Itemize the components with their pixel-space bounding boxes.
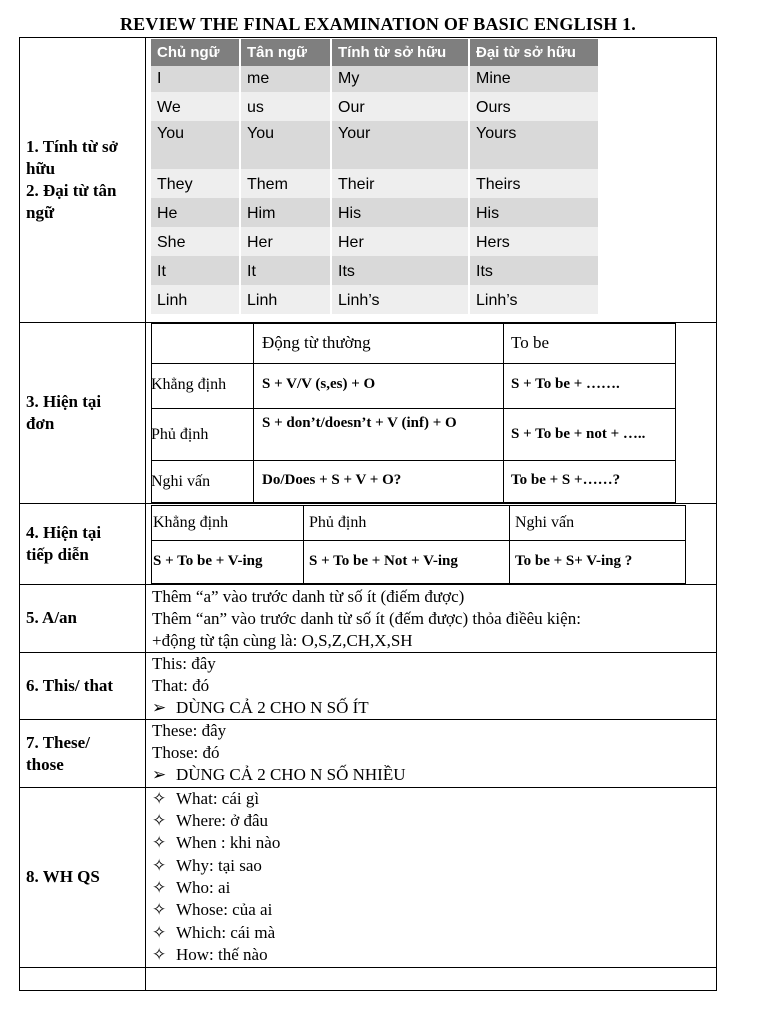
row-divider — [19, 719, 717, 720]
formula-negative-to-be: S + To be + not + ….. — [511, 426, 646, 442]
formula-continuous-affirmative: S + To be + V-ing — [153, 553, 263, 569]
these-definition: These: đây — [152, 721, 227, 740]
present-continuous-table — [151, 505, 686, 584]
pronoun-cell: Linh’s — [469, 285, 598, 314]
wh-item — [152, 899, 272, 921]
star-bullet-icon: ✧ — [152, 811, 167, 830]
this-definition: This: đây — [152, 654, 216, 673]
cell-divider — [509, 505, 510, 584]
section-label-a-an: 5. A/an — [26, 608, 78, 627]
row-divider — [19, 503, 717, 504]
label-line: ngữ — [26, 203, 55, 222]
a-an-rule-3: +động từ tận cùng là: O,S,Z,CH,X,SH — [152, 631, 413, 650]
label-line: 4. Hiện tại — [26, 523, 102, 542]
pronoun-cell: Your — [331, 121, 469, 169]
pronoun-cell: She — [151, 227, 240, 256]
pronoun-cell: Yours — [469, 121, 598, 169]
formula-question-verb: Do/Does + S + V + O? — [262, 472, 402, 488]
label-line: đơn — [26, 414, 55, 433]
formula-continuous-question: To be + S+ V-ing ? — [515, 553, 633, 569]
star-bullet-icon: ✧ — [152, 900, 167, 919]
wh-text: What: cái gì — [176, 789, 260, 808]
wh-text: Where: ở đâu — [176, 811, 269, 830]
header-possessive-pronoun: Đại từ sở hữu — [469, 39, 598, 66]
pronoun-row — [151, 66, 598, 92]
wh-item — [152, 877, 230, 899]
pronoun-cell: Mine — [469, 66, 598, 92]
col-header-to-be: To be — [511, 333, 549, 352]
row-divider — [19, 584, 717, 585]
pronoun-cell: Ours — [469, 92, 598, 121]
wh-item — [152, 922, 275, 944]
label-line: 7. These/ — [26, 733, 90, 752]
wh-item — [152, 832, 280, 854]
wh-text: Why: tại sao — [176, 856, 262, 875]
these-those-note — [152, 764, 406, 786]
pronoun-cell: Hers — [469, 227, 598, 256]
pronoun-row — [151, 121, 598, 169]
wh-item — [152, 944, 268, 966]
section-label-present-continuous — [26, 522, 101, 566]
this-that-note — [152, 697, 369, 719]
label-line: those — [26, 755, 64, 774]
arrow-bullet-icon: ➢ — [152, 765, 167, 784]
wh-text: Which: cái mà — [176, 923, 276, 942]
pronoun-cell: You — [240, 121, 331, 169]
pronoun-row — [151, 198, 598, 227]
pronoun-cell: me — [240, 66, 331, 92]
note-text: DÙNG CẢ 2 CHO N SỐ ÍT — [176, 698, 369, 717]
section-label-wh-questions: 8. WH QS — [26, 867, 100, 886]
pronoun-cell: I — [151, 66, 240, 92]
wh-item — [152, 855, 262, 877]
pronoun-cell: Theirs — [469, 169, 598, 198]
pronoun-cell: Her — [240, 227, 331, 256]
wh-text: Who: ai — [176, 878, 231, 897]
label-line: 2. Đại từ tân — [26, 181, 117, 200]
section-label-this-that: 6. This/ that — [26, 676, 114, 695]
star-bullet-icon: ✧ — [152, 945, 167, 964]
section-label-possessives — [26, 136, 118, 224]
pronoun-table — [151, 39, 598, 314]
pronoun-cell: You — [151, 121, 240, 169]
label-column-divider — [145, 37, 146, 991]
pronoun-cell: They — [151, 169, 240, 198]
pronoun-cell: He — [151, 198, 240, 227]
wh-text: When : khi nào — [176, 833, 281, 852]
document-title: REVIEW THE FINAL EXAMINATION OF BASIC ENGLISH 1. — [119, 14, 637, 34]
wh-text: Whose: của ai — [176, 900, 273, 919]
pronoun-row — [151, 92, 598, 121]
cell-divider — [151, 460, 676, 461]
pronoun-header-row — [151, 39, 598, 66]
col-header-negative: Phủ định — [309, 514, 367, 531]
pronoun-row — [151, 169, 598, 198]
formula-continuous-negative: S + To be + Not + V-ing — [309, 553, 458, 569]
pronoun-row — [151, 227, 598, 256]
pronoun-cell: Its — [331, 256, 469, 285]
section-label-these-those — [26, 732, 90, 776]
row-divider — [19, 787, 717, 788]
pronoun-cell: Linh — [240, 285, 331, 314]
pronoun-cell: Her — [331, 227, 469, 256]
that-definition: That: đó — [152, 676, 210, 695]
pronoun-cell: Our — [331, 92, 469, 121]
row-header-affirmative: Khẳng định — [151, 376, 227, 393]
pronoun-cell: It — [240, 256, 331, 285]
pronoun-cell: His — [469, 198, 598, 227]
pronoun-cell: Him — [240, 198, 331, 227]
pronoun-cell: Them — [240, 169, 331, 198]
pronoun-cell: Their — [331, 169, 469, 198]
note-text: DÙNG CẢ 2 CHO N SỐ NHIỀU — [176, 765, 406, 784]
section-label-simple-present — [26, 391, 101, 435]
cell-divider — [503, 323, 504, 503]
those-definition: Those: đó — [152, 743, 220, 762]
cell-divider — [303, 505, 304, 584]
cell-divider — [151, 540, 686, 541]
pronoun-cell: Linh — [151, 285, 240, 314]
star-bullet-icon: ✧ — [152, 789, 167, 808]
wh-item — [152, 810, 268, 832]
col-header-affirmative: Khẳng định — [153, 514, 229, 531]
pronoun-cell: Linh’s — [331, 285, 469, 314]
pronoun-row — [151, 285, 598, 314]
star-bullet-icon: ✧ — [152, 833, 167, 852]
star-bullet-icon: ✧ — [152, 923, 167, 942]
label-line: tiếp diễn — [26, 545, 89, 564]
row-divider — [19, 967, 717, 968]
cell-divider — [151, 363, 676, 364]
pronoun-cell: My — [331, 66, 469, 92]
pronoun-cell: His — [331, 198, 469, 227]
col-header-question: Nghi vấn — [515, 514, 575, 531]
formula-affirmative-verb: S + V/V (s,es) + O — [262, 376, 376, 392]
header-subject: Chủ ngữ — [151, 39, 240, 66]
label-line: 3. Hiện tại — [26, 392, 102, 411]
a-an-rule-1: Thêm “a” vào trước danh từ số ít (điếm được) — [152, 587, 465, 606]
arrow-bullet-icon: ➢ — [152, 698, 167, 717]
pronoun-cell: We — [151, 92, 240, 121]
pronoun-cell: It — [151, 256, 240, 285]
formula-affirmative-to-be: S + To be + ……. — [511, 376, 620, 392]
star-bullet-icon: ✧ — [152, 878, 167, 897]
header-possessive-adjective: Tính từ sở hữu — [331, 39, 469, 66]
star-bullet-icon: ✧ — [152, 856, 167, 875]
pronoun-cell: Its — [469, 256, 598, 285]
pronoun-row — [151, 256, 598, 285]
a-an-rule-2: Thêm “an” vào trước danh từ số ít (đếm được) thỏa điềêu kiện: — [152, 609, 581, 628]
row-header-question: Nghi vấn — [151, 473, 211, 490]
cell-divider — [151, 408, 676, 409]
pronoun-cell: us — [240, 92, 331, 121]
row-header-negative: Phủ định — [151, 426, 209, 443]
formula-question-to-be: To be + S +……? — [511, 472, 621, 488]
formula-negative-verb: S + don’t/doesn’t + V (inf) + O — [262, 415, 457, 431]
wh-text: How: thế nào — [176, 945, 268, 964]
cell-divider — [253, 323, 254, 503]
label-line: hữu — [26, 159, 56, 178]
header-object: Tân ngữ — [240, 39, 331, 66]
row-divider — [19, 652, 717, 653]
wh-item — [152, 788, 259, 810]
col-header-regular-verb: Động từ thường — [262, 333, 371, 352]
label-line: 1. Tính từ sở — [26, 137, 119, 156]
